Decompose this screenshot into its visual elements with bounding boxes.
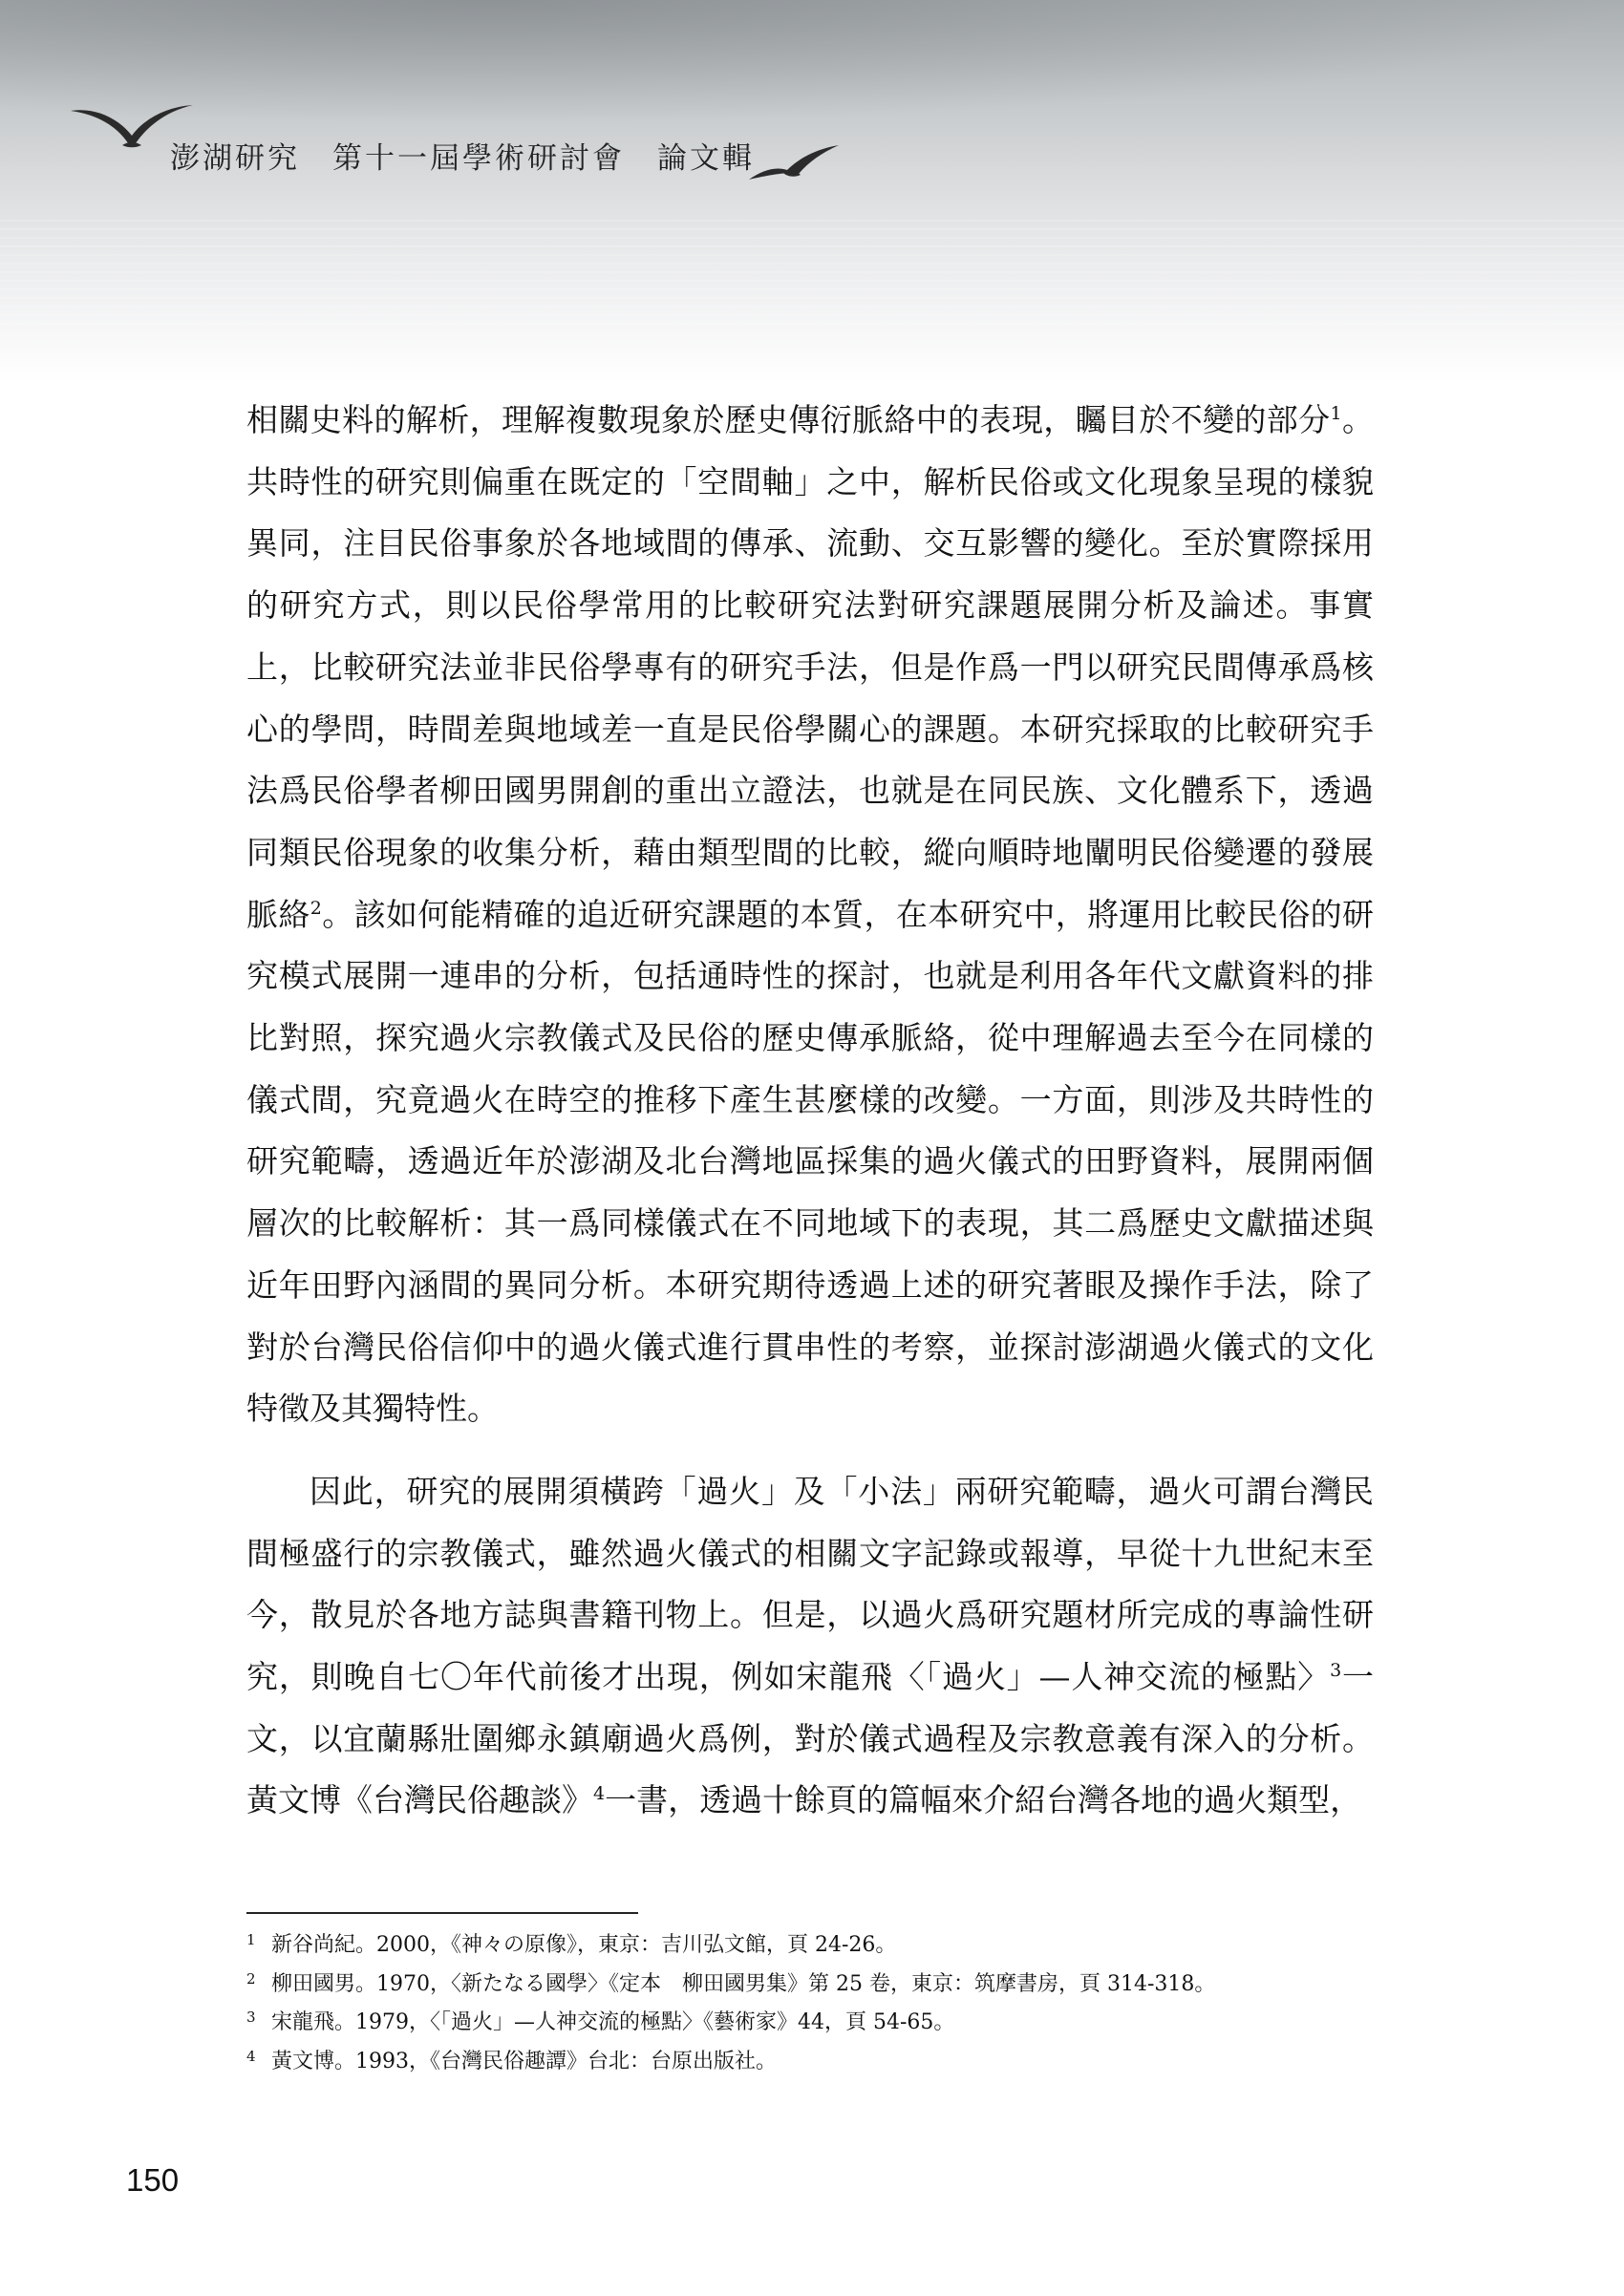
paragraph-text: 相關史料的解析，理解複數現象於歷史傳衍脈絡中的表現，矚目於不變的部分 — [246, 401, 1331, 438]
footnote — [246, 1963, 1393, 2002]
footnote-reference: 1 — [1330, 403, 1342, 424]
footnote-number: 3 — [246, 2009, 256, 2026]
footnote-text: 新谷尚紀。2000，《神々の原像》，東京：吉川弘文館，頁 24-26。 — [271, 1933, 897, 1957]
paragraph-text: 一書，透過十餘頁的篇幅來介紹台灣各地的過火類型， — [605, 1781, 1362, 1819]
footnote-number: 1 — [246, 1931, 256, 1948]
paragraph — [246, 1461, 1374, 1832]
footnote-number: 2 — [246, 1969, 256, 1988]
footnote-number: 4 — [246, 2047, 256, 2065]
page-number: 150 — [126, 2162, 180, 2198]
footnote — [246, 2040, 1393, 2079]
paragraph-text: 一文，以宜蘭縣壯圍鄉永鎮廟過火爲例，對於儀式過程及宗教意義有深入的分析。黃文博《台灣民俗趣談》 — [246, 1658, 1375, 1819]
footnote-reference: 3 — [1330, 1660, 1342, 1682]
paragraph-text: 。共時性的研究則偏重在既定的「空間軸」之中，解析民俗或文化現象呈現的樣貌異同，注目民俗事象於各地域間的傳承、流動、交互影響的變化。至於實際採用的研究方式，則以民俗學常用的比較研究法對研究課題展開分析及論述。事實上，比較研究法並非民俗學專有的研究手法，但是作爲一門以研究民間傳承爲核心的學問，時間差與地域差一直是民俗學關心的課題。本研究採取的比較研究手法爲民俗學者柳田國男開創的重出立證法，也就是在同民族、文化體系下，透過同類民俗現象的收集分析，藉由類型間的比較，縱向順時地闡明民俗變遷的發展脈絡 — [246, 401, 1375, 933]
header-banner — [0, 0, 1624, 382]
footnote-divider — [246, 1912, 638, 1914]
main-text — [246, 390, 1374, 1832]
running-header-title: 澎湖研究 第十一屆學術研討會 論文輯 — [170, 141, 755, 176]
footnote-text: 黃文博。1993，《台灣民俗趣譚》台北：台原出版社。 — [271, 2049, 777, 2073]
footnote — [246, 2001, 1393, 2040]
footnotes — [246, 1924, 1393, 2078]
paragraph — [246, 390, 1374, 1440]
paragraph-text: 。該如何能精確的追近研究課題的本質，在本研究中，將運用比較民俗的研究模式展開一連串的分析，包括通時性的探討，也就是利用各年代文獻資料的排比對照，探究過火宗教儀式及民俗的歷史傳承脈絡，從中理解過去至今在同樣的儀式間，究竟過火在時空的推移下產生甚麼樣的改變。一方面，則涉及共時性的研究範疇，透過近年於澎湖及北台灣地區採集的過火儀式的田野資料，展開兩個層次的比較解析：其一爲同樣儀式在不同地域下的表現，其二爲歷史文獻描述與近年田野內涵間的異同分析。本研究期待透過上述的研究著眼及操作手法，除了對於台灣民俗信仰中的過火儀式進行貫串性的考察，並探討澎湖過火儀式的文化特徵及其獨特性。 — [246, 895, 1375, 1428]
footnote-text: 宋龍飛。1979，〈「過火」—人神交流的極點〉《藝術家》44，頁 54-65。 — [271, 2010, 955, 2034]
seagull-icon — [745, 141, 841, 187]
paragraph-text: 因此，研究的展開須橫跨「過火」及「小法」兩研究範疇，過火可謂台灣民間極盛行的宗教儀式，雖然過火儀式的相關文字記錄或報導，早從十九世紀末至今，散見於各地方誌與書籍刊物上。但是，以過火爲研究題材所完成的專論性研究，則晚自七〇年代前後才出現，例如宋龍飛〈「過火」—人神交流的極點〉 — [246, 1472, 1374, 1696]
footnote-text: 柳田國男。1970，〈新たなる國學〉《定本 柳田國男集》第 25 卷，東京：筑摩書房，頁 314-318。 — [271, 1971, 1216, 1996]
footnote — [246, 1924, 1393, 1963]
footnote-reference: 2 — [310, 897, 322, 919]
footnote-reference: 4 — [593, 1783, 606, 1805]
